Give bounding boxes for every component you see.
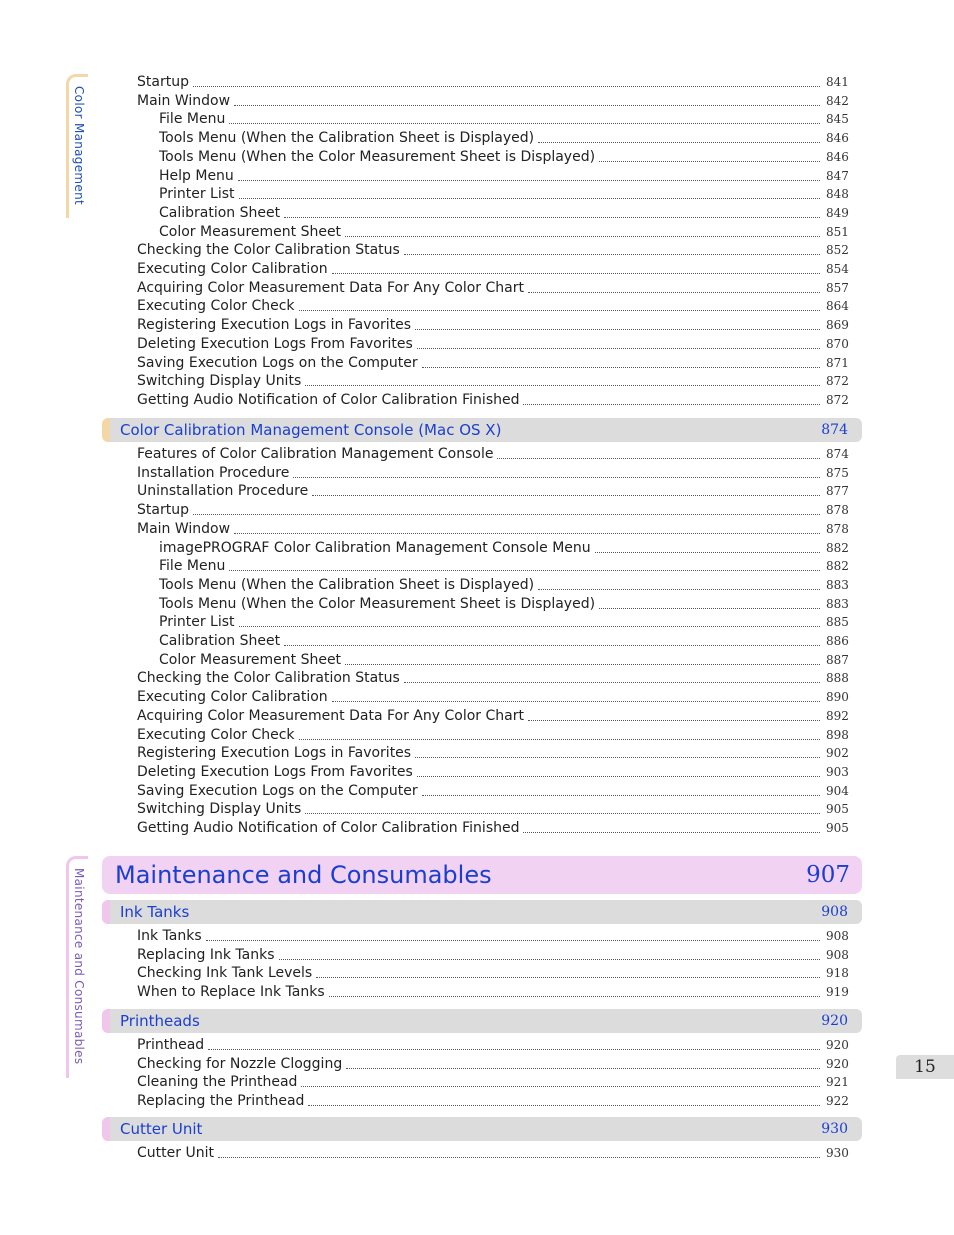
- toc-entry-page: 864: [826, 299, 849, 314]
- toc-entry-page: 842: [826, 93, 849, 108]
- toc-entry-title: File Menu: [159, 111, 226, 128]
- toc-entry-title: Checking for Nozzle Clogging: [137, 1055, 343, 1072]
- toc-entry-page: 849: [826, 205, 849, 220]
- toc-entry-title: Installation Procedure: [137, 464, 290, 481]
- toc-entry-title: Replacing the Printhead: [137, 1093, 305, 1110]
- toc-entry-page: 847: [826, 168, 849, 183]
- toc-entry-title: Startup: [137, 74, 189, 90]
- toc-entry[interactable]: [137, 241, 848, 260]
- dot-leader: [284, 645, 820, 646]
- toc-entry-title: Executing Color Check: [137, 298, 295, 315]
- section-title: Printheads: [120, 1012, 200, 1030]
- dot-leader: [422, 795, 820, 796]
- toc-entry[interactable]: [137, 520, 848, 539]
- chapter-title: Maintenance and Consumables: [115, 861, 492, 889]
- toc-entry-page: 905: [826, 802, 849, 817]
- toc-entry[interactable]: [159, 557, 848, 576]
- toc-entry[interactable]: [137, 744, 848, 763]
- toc-entry[interactable]: [137, 1073, 848, 1092]
- toc-entry-title: Switching Display Units: [137, 373, 302, 390]
- toc-entry[interactable]: [159, 595, 848, 614]
- dot-leader: [417, 776, 820, 777]
- dot-leader: [218, 1157, 820, 1158]
- toc-entry-title: Executing Color Check: [137, 726, 295, 743]
- toc-entry-page: 922: [826, 1094, 849, 1109]
- toc-entry-page: 874: [826, 447, 849, 461]
- dot-leader: [305, 813, 820, 814]
- dot-leader: [239, 626, 821, 627]
- section-page: 930: [821, 1121, 848, 1137]
- dot-leader: [538, 142, 820, 143]
- toc-entry-page: 854: [826, 262, 849, 276]
- toc-entry[interactable]: [137, 1092, 848, 1111]
- toc-entry-title: Executing Color Calibration: [137, 261, 328, 277]
- toc-entry[interactable]: [137, 1036, 848, 1055]
- toc-entry-title: Tools Menu (When the Calibration Sheet is Displayed): [159, 130, 535, 147]
- toc-entry[interactable]: [159, 223, 848, 242]
- toc-entry[interactable]: [137, 688, 848, 707]
- toc-entry[interactable]: [137, 819, 848, 838]
- toc-entry-page: 877: [826, 484, 849, 499]
- dot-leader: [299, 739, 820, 740]
- dot-leader: [599, 161, 820, 162]
- dot-leader: [332, 273, 820, 274]
- toc-entry-page: 857: [826, 280, 849, 295]
- toc-entry[interactable]: [159, 576, 848, 595]
- dot-leader: [415, 757, 820, 758]
- dot-leader: [538, 589, 820, 590]
- toc-entry[interactable]: [159, 148, 848, 167]
- toc-entry-title: Cutter Unit: [137, 1145, 214, 1161]
- toc-entry-page: 920: [826, 1056, 849, 1071]
- toc-entry-title: Registering Execution Logs in Favorites: [137, 745, 412, 762]
- toc-entry[interactable]: [159, 539, 848, 558]
- dot-leader: [528, 292, 820, 293]
- toc-entry-page: 903: [826, 764, 849, 779]
- section-title: Ink Tanks: [120, 903, 190, 921]
- dot-leader: [316, 977, 820, 978]
- toc-entry-title: Getting Audio Notification of Color Calibration Finished: [137, 391, 520, 408]
- toc-entry-title: Uninstallation Procedure: [137, 483, 309, 500]
- toc-entry-title: Ink Tanks: [137, 928, 202, 944]
- toc-entry-title: Checking the Color Calibration Status: [137, 242, 400, 259]
- dot-leader: [332, 701, 820, 702]
- toc-entry-page: 918: [826, 966, 849, 981]
- dot-leader: [523, 404, 820, 405]
- dot-leader: [329, 996, 820, 997]
- toc-entry-title: Features of Color Calibration Management Console: [137, 446, 494, 462]
- toc-entry-page: 846: [826, 149, 849, 164]
- toc-entry-title: Tools Menu (When the Calibration Sheet is Displayed): [159, 576, 535, 593]
- toc-entry-page: 908: [826, 929, 849, 943]
- toc-entry-page: 902: [826, 746, 849, 761]
- section-page: 874: [821, 422, 848, 438]
- section-header-ink-tanks[interactable]: [102, 900, 862, 924]
- dot-leader: [497, 458, 820, 459]
- side-label-color-management: Color Management: [72, 86, 86, 205]
- toc-entry-title: Replacing Ink Tanks: [137, 946, 275, 963]
- toc-entry[interactable]: [137, 445, 848, 464]
- section-page: 920: [821, 1013, 848, 1029]
- toc-entry-title: Executing Color Calibration: [137, 689, 328, 706]
- dot-leader: [415, 329, 820, 330]
- toc-entry[interactable]: [137, 1055, 848, 1074]
- toc-entry-page: 908: [826, 947, 849, 962]
- dot-leader: [404, 682, 820, 683]
- dot-leader: [528, 720, 820, 721]
- toc-entry-page: 845: [826, 112, 849, 127]
- toc-entry-title: Registering Execution Logs in Favorites: [137, 317, 412, 334]
- toc-entry[interactable]: [137, 983, 848, 1002]
- section-title: Cutter Unit: [120, 1120, 203, 1138]
- toc-entry[interactable]: [137, 354, 848, 373]
- toc-entry-title: Getting Audio Notification of Color Calibration Finished: [137, 820, 520, 836]
- toc-entry[interactable]: [159, 651, 848, 670]
- toc-entry-title: Tools Menu (When the Color Measurement Sheet is Displayed): [159, 595, 596, 612]
- toc-entry-title: Printer List: [159, 186, 235, 203]
- toc-entry-page: 921: [826, 1075, 849, 1090]
- toc-entry-page: 872: [826, 374, 849, 389]
- toc-entry-title: Help Menu: [159, 167, 234, 184]
- toc-entry-title: Printer List: [159, 614, 235, 631]
- toc-entry-title: Main Window: [137, 520, 231, 537]
- toc-entry[interactable]: [137, 1144, 848, 1163]
- dot-leader: [305, 385, 820, 386]
- dot-leader: [308, 1105, 820, 1106]
- toc-entry-title: Saving Execution Logs on the Computer: [137, 782, 418, 799]
- toc-entry-page: 888: [826, 671, 849, 686]
- toc-entry-page: 930: [826, 1146, 849, 1160]
- toc-entry[interactable]: [137, 316, 848, 335]
- toc-entry[interactable]: [159, 204, 848, 223]
- chapter-header-maintenance[interactable]: [102, 856, 862, 894]
- toc-entry-page: 904: [826, 783, 849, 798]
- toc-entry-title: Cleaning the Printhead: [137, 1074, 298, 1091]
- toc-entry-title: Calibration Sheet: [159, 633, 281, 649]
- toc-entry[interactable]: [159, 129, 848, 148]
- section-header-cutter-unit[interactable]: [102, 1117, 862, 1141]
- toc-entry-title: Switching Display Units: [137, 801, 302, 818]
- toc-entry-title: Checking Ink Tank Levels: [137, 965, 313, 982]
- toc-entry[interactable]: [137, 482, 848, 501]
- toc-entry-page: 878: [826, 521, 849, 536]
- section-header-printheads[interactable]: [102, 1009, 862, 1033]
- chapter-page: 907: [806, 862, 850, 888]
- dot-leader: [293, 477, 820, 478]
- toc-entry-page: 852: [826, 243, 849, 258]
- toc-entry[interactable]: [137, 707, 848, 726]
- toc-entry[interactable]: [137, 726, 848, 745]
- toc-entry-page: 890: [826, 690, 849, 705]
- toc-entry-page: 870: [826, 336, 849, 351]
- toc-entry[interactable]: [137, 372, 848, 391]
- dot-leader: [279, 959, 820, 960]
- toc-entry-page: 887: [826, 652, 849, 667]
- toc-entry[interactable]: [137, 279, 848, 298]
- toc-entry[interactable]: [137, 964, 848, 983]
- dot-leader: [208, 1049, 820, 1050]
- toc-entry-title: Calibration Sheet: [159, 204, 281, 221]
- toc-entry-page: 886: [826, 634, 849, 648]
- toc-entry[interactable]: [137, 669, 848, 688]
- toc-entry-title: Deleting Execution Logs From Favorites: [137, 335, 413, 352]
- dot-leader: [206, 940, 820, 941]
- dot-leader: [345, 664, 820, 665]
- toc-entry[interactable]: [137, 260, 848, 279]
- toc-entry-page: 878: [826, 503, 849, 518]
- toc-entry-page: 919: [826, 985, 849, 1000]
- toc-entry-title: Acquiring Color Measurement Data For Any Color Chart: [137, 279, 524, 296]
- toc-entry-title: Saving Execution Logs on the Computer: [137, 354, 418, 371]
- toc-entry[interactable]: [159, 613, 848, 632]
- toc-entry-page: 898: [826, 727, 849, 742]
- toc-entry-page: 920: [826, 1038, 849, 1052]
- toc-entry[interactable]: [159, 167, 848, 186]
- dot-leader: [234, 105, 820, 106]
- side-label-maintenance: Maintenance and Consumables: [72, 868, 86, 1065]
- toc-entry-title: Deleting Execution Logs From Favorites: [137, 763, 413, 780]
- toc-entry-title: Main Window: [137, 92, 231, 109]
- toc-entry-page: 882: [826, 559, 849, 574]
- dot-leader: [229, 123, 820, 124]
- toc-entry-title: Color Measurement Sheet: [159, 651, 342, 668]
- toc-entry-title: Printhead: [137, 1037, 205, 1053]
- toc-entry-page: 869: [826, 318, 849, 333]
- toc-entry[interactable]: [137, 782, 848, 801]
- dot-leader: [595, 552, 820, 553]
- dot-leader: [312, 495, 820, 496]
- toc-entry-page: 871: [826, 355, 849, 370]
- toc-entry-title: When to Replace Ink Tanks: [137, 984, 325, 1001]
- toc-entry-page: 872: [826, 392, 849, 407]
- toc-entry-page: 848: [826, 187, 849, 202]
- toc-entry-page: 883: [826, 596, 849, 611]
- dot-leader: [229, 570, 820, 571]
- toc-entry-page: 841: [826, 75, 849, 89]
- toc-entry[interactable]: [159, 632, 848, 651]
- dot-leader: [239, 198, 821, 199]
- toc-entry[interactable]: [137, 73, 848, 92]
- page-number: 15: [896, 1055, 954, 1079]
- toc-entry[interactable]: [137, 464, 848, 483]
- toc-entry-title: Checking the Color Calibration Status: [137, 670, 400, 687]
- dot-leader: [345, 236, 820, 237]
- toc-entry[interactable]: [159, 110, 848, 129]
- toc-entry[interactable]: [159, 185, 848, 204]
- dot-leader: [193, 514, 820, 515]
- dot-leader: [523, 832, 820, 833]
- dot-leader: [404, 254, 820, 255]
- toc-entry-page: 905: [826, 821, 849, 835]
- dot-leader: [299, 310, 820, 311]
- section-page: 908: [821, 904, 848, 920]
- toc-entry-title: Acquiring Color Measurement Data For Any Color Chart: [137, 707, 524, 724]
- toc-entry-title: Startup: [137, 502, 189, 519]
- dot-leader: [234, 533, 820, 534]
- toc-entry-page: 892: [826, 708, 849, 723]
- dot-leader: [284, 217, 820, 218]
- toc-entry-title: Tools Menu (When the Color Measurement Sheet is Displayed): [159, 148, 596, 165]
- toc-entry[interactable]: [137, 335, 848, 354]
- toc-entry[interactable]: [137, 946, 848, 965]
- toc-entry-page: 846: [826, 131, 849, 146]
- toc-entry[interactable]: [137, 927, 848, 946]
- dot-leader: [301, 1086, 820, 1087]
- toc-entry-title: imagePROGRAF Color Calibration Management Console Menu: [159, 539, 591, 556]
- toc-entry[interactable]: [137, 800, 848, 819]
- toc-entry-page: 883: [826, 577, 849, 592]
- toc-entry-page: 875: [826, 465, 849, 480]
- dot-leader: [238, 180, 820, 181]
- toc-entry[interactable]: [137, 763, 848, 782]
- toc-entry-page: 851: [826, 224, 849, 239]
- dot-leader: [193, 86, 820, 87]
- toc-entry-page: 885: [826, 615, 849, 630]
- dot-leader: [417, 348, 820, 349]
- toc-entry-title: Color Measurement Sheet: [159, 223, 342, 240]
- dot-leader: [422, 367, 820, 368]
- section-header-mac[interactable]: [102, 418, 862, 442]
- section-title: Color Calibration Management Console (Mac OS X): [120, 421, 502, 439]
- toc-entry[interactable]: [137, 297, 848, 316]
- toc-entry[interactable]: [137, 391, 848, 410]
- toc-entry-title: File Menu: [159, 558, 226, 575]
- toc-entry[interactable]: [137, 501, 848, 520]
- toc-entry[interactable]: [137, 92, 848, 111]
- dot-leader: [346, 1068, 820, 1069]
- dot-leader: [599, 608, 820, 609]
- toc-entry-page: 882: [826, 540, 849, 555]
